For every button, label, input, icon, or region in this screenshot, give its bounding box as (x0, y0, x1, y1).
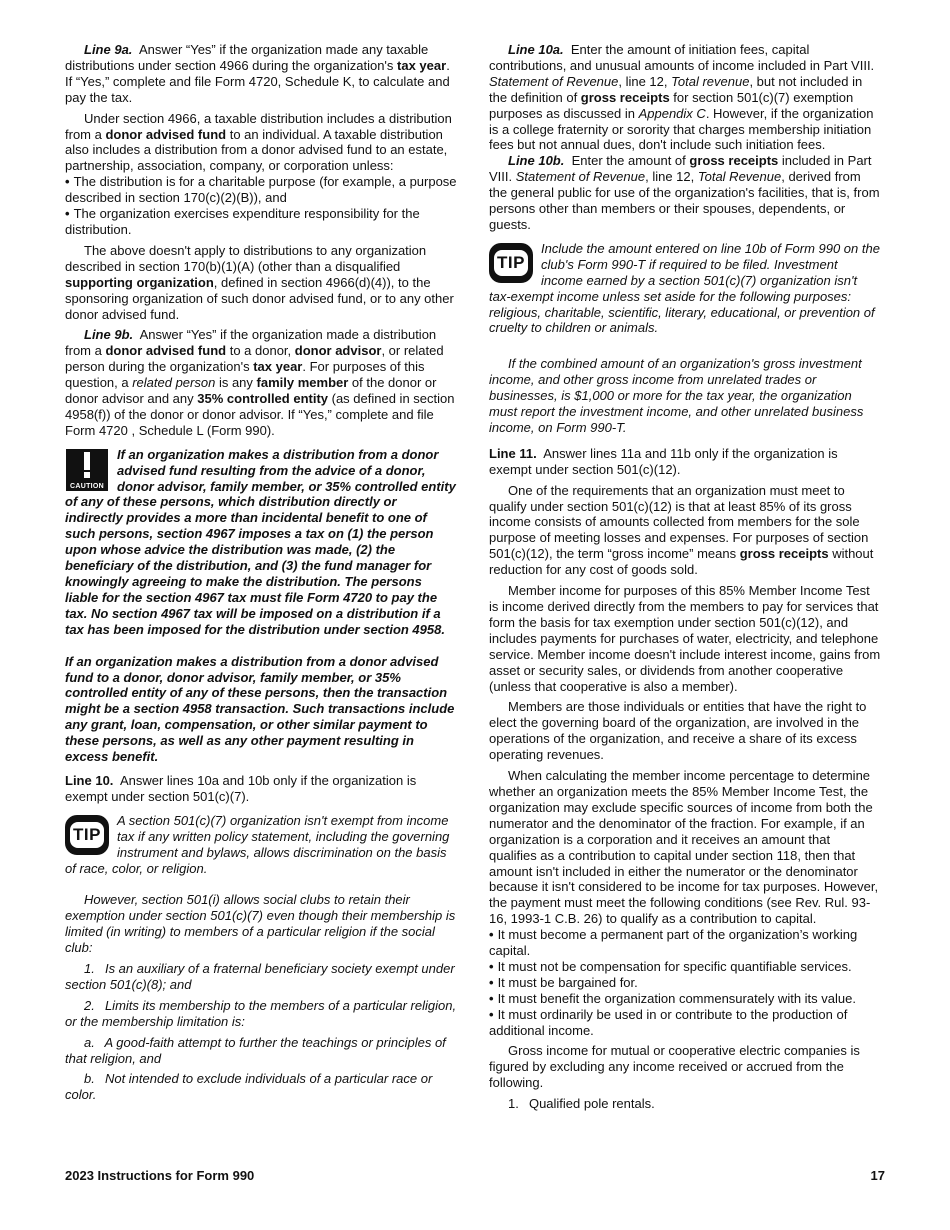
requirements-paragraph: One of the requirements that an organization must meet to qualify under section 501(c)(12) is that at least 85% of its gross income consists of amounts collected from members for the sole purpose of meeting losses and expenses. For purposes of section 501(c)(12), the term “gross income” means gross receipts without reduction for any cost of goods sold. (489, 482, 874, 578)
left-column (65, 42, 457, 1113)
line-9b-paragraph: Line 9b. Answer “Yes” if the organization made a distribution from a donor advised fund to a donor, donor advisor, or related person during the organization's tax year. For purposes of this question, a related person is any family member of the donor or donor advisor and any 35% controlled entity (as defined in section 4958(f)) of the donor or donor advisor. If “Yes,” complete and file Form 4720 , Schedule L (Form 990). (65, 327, 455, 438)
tip-text-2: Include the amount entered on line 10b of Form 990 on the club's Form 990-T if required to be filed. Investment income earned by a section 501(c)(7) organization isn't tax-exempt income unless set aside for the following purposes: religious, charitable, scientific, literary, educational, or prevention of cruelty to children or animals. (489, 240, 880, 336)
line-10-paragraph: Line 10. Answer lines 10a and 10b only if the organization is exempt under section 501(c)(7). (65, 772, 417, 804)
page-footer (65, 1168, 885, 1184)
calculation-paragraph: When calculating the member income percentage to determine whether an organization meets the 85% Member Income Test, the organization may exclude specific sources of income from both the numerator and the denominator of the fraction. For example, if an organization is a corporation and it receives an amount that qualifies as a contribution to capital under section 118, then that amount isn't included in either the numerator or the denominator because it isn't considered to be income for tax purposes. However, the payment must meet the following conditions (see Rev. Rul. 93-16, 1993-1 C.B. 26) to qualify as a contribution to capital. (489, 768, 879, 927)
tip-icon: TIP (489, 243, 533, 283)
tip-icon: TIP (65, 815, 109, 855)
tip-text-1: A section 501(c)(7) organization isn't exempt from income tax if any written policy statement, including the governing instrument and bylaws, allows discrimination on the basis of race, color, or religion. (65, 812, 450, 876)
members-paragraph: Members are those individuals or entities that have the right to elect the governing board of the organization, are involved in the operations of the organization, and receive a share of its excess operating revenues. (489, 699, 867, 763)
bullet-charitable-purpose: • The distribution is for a charitable purpose (for example, a purpose described in section 170(c)(2)(B)), and (65, 174, 457, 206)
member-income-paragraph: Member income for purposes of this 85% Member Income Test is income derived directly from the members to pay for services that form the basis for tax exemption under section 501(c)(12), and includes payments for purchases of water, electricity, and telephone service. Member income doesn't include interest income, gains from asset or security sales, or dividends from another cooperative (unless that cooperative is also a member). (489, 583, 881, 694)
section-4966-paragraph: Under section 4966, a taxable distribution includes a distribution from a donor advised fund to an individual. A taxable distribution also includes a distribution from a donor advised fund to an estate, partnership, association, company, or corporation unless: (65, 110, 452, 174)
line-10b-paragraph: Line 10b. Enter the amount of gross receipts included in Part VIII. Statement of Revenue, line 12, Total Revenue, derived from the general public for use of the organization's facilities, that is, from persons other than members or their spouses, dependents, or guests. (489, 153, 880, 232)
tip-text-2b: If the combined amount of an organization's gross investment income, and other gross income from unrelated trades or businesses, is $1,000 or more for the tax year, the organization must report the investment income, and other unrelated business income, on Form 990-T. (489, 356, 864, 435)
bullet-production: • It must ordinarily be used in or contribute to the production of additional income. (489, 1006, 848, 1038)
bullet-permanent-part: • It must become a permanent part of the organization’s working capital. (489, 927, 858, 959)
list-item-pole-rentals: 1. Qualified pole rentals. (508, 1096, 655, 1112)
line-10a-paragraph: Line 10a. Enter the amount of initiation fees, capital contributions, and unusual amounts of income included in Part VIII. Statement of Revenue, line 12, Total revenue, but not included in the definition of gross receipts for section 501(c)(7) exemption purposes as discussed in Appendix C. However, if the organization is a college fraternity or sorority that charges membership initiation fees but not annual dues, don't include such initiation fees. (489, 42, 875, 153)
bullet-bargained: • It must be bargained for. (489, 974, 638, 990)
caution-text-1: If an organization makes a distribution from a donor advised fund resulting from the advice of a donor, donor advisor, family member, or 35% controlled entity of any of these persons, which distribution directly or indirectly provides a more than incidental benefit to one of such persons, section 4967 imposes a tax on (1) the person upon whose advice the distribution was made, (2) the beneficiary of the distribution, and (3) the fund manager for knowingly agreeing to make the distribution. The persons liable for the section 4967 tax must file Form 4720 to pay the tax. No section 4967 tax will be imposed on a distribution if a tax has been imposed for the distribution under section 4958. (65, 446, 456, 637)
tip-text-1b: However, section 501(i) allows social clubs to retain their exemption under section 501(c)(7) even though their membership is limited (in writing) to members of a particular religion if the social club: (65, 892, 456, 956)
caution-icon: CAUTION (65, 449, 109, 491)
list-item-b: b. Not intended to exclude individuals of a particular race or color. (65, 1071, 433, 1103)
list-item-2: 2. Limits its membership to the members of a particular religion, or the membership limitation is: (65, 997, 457, 1029)
caution-text-2: If an organization makes a distribution from a donor advised fund to a donor, donor advisor, family member, or 35% controlled entity of any of these persons, then the transaction might be a section 4958 transaction. Such transactions include any grant, loan, compensation, or other similar payment to these persons, as well as any other payment resulting in excess benefit. (65, 653, 455, 765)
exception-paragraph: The above doesn't apply to distributions to any organization described in section 170(b)(1)(A) (other than a disqualified supporting organization, defined in section 4966(d)(4)), to the sponsoring organization of such donor advised fund, or to any other donor advised fund. (65, 242, 454, 322)
tip-note-2 (489, 241, 881, 436)
bullet-expenditure-responsibility: • The organization exercises expenditure responsibility for the distribution. (65, 206, 420, 237)
bullet-not-compensation: • It must not be compensation for specific quantifiable services. (489, 958, 852, 974)
list-item-a: a. A good-faith attempt to further the teachings or principles of that religion, and (65, 1034, 446, 1066)
page-number: 17 (870, 1168, 885, 1183)
right-column (489, 42, 881, 1117)
line-11-paragraph: Line 11. Answer lines 11a and 11b only if the organization is exempt under section 501(c)(12). (489, 445, 838, 477)
gross-income-paragraph: Gross income for mutual or cooperative electric companies is figured by excluding any income received or accrued from the following. (489, 1043, 860, 1091)
footer-title: 2023 Instructions for Form 990 (65, 1168, 255, 1183)
list-item-1: 1. Is an auxiliary of a fraternal beneficiary society exempt under section 501(c)(8); and (65, 961, 455, 992)
caution-note (65, 447, 457, 765)
line-9a-paragraph: Line 9a. Answer “Yes” if the organization made any taxable distributions under section 4966 during the organization's tax year. If “Yes,” complete and file Form 4720, Schedule K, to calculate and pay the tax. (65, 42, 450, 105)
bullet-benefit: • It must benefit the organization commensurately with its value. (489, 990, 856, 1006)
tip-note-1 (65, 813, 457, 1104)
